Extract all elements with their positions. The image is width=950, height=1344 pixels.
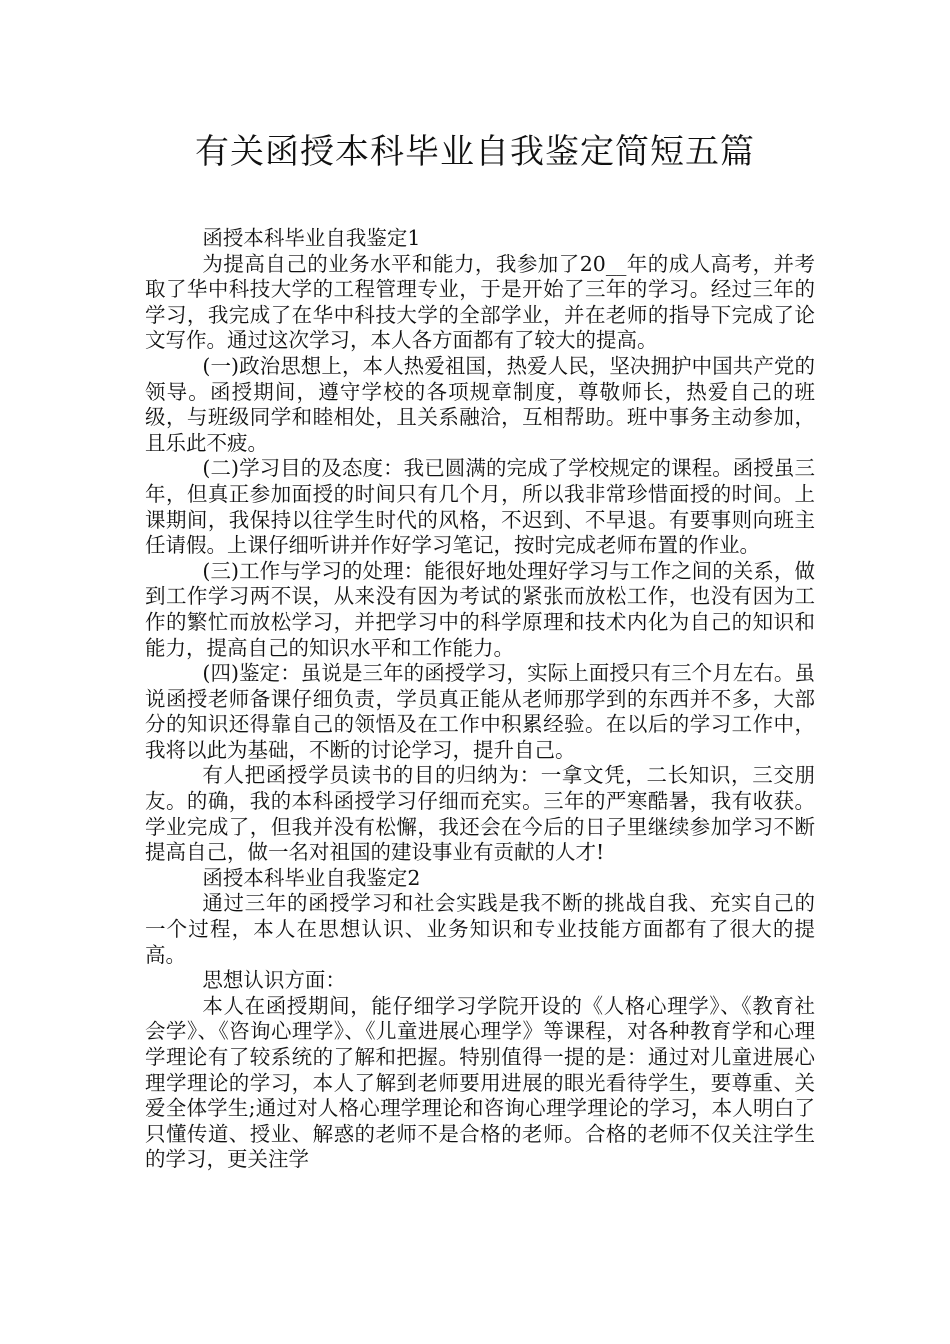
paragraph: (三)工作与学习的处理：能很好地处理好学习与工作之间的关系，做到工作学习两不误，从来没有因为考试的紧张而放松工作，也没有因为工作的繁忙而放松学习，并把学习中的科学原理和技术内化为自己的知识和能力，提高自己的知识水平和工作能力。 — [145, 558, 815, 660]
section-heading-1: 函授本科毕业自我鉴定1 — [202, 226, 421, 250]
paragraph: 有人把函授学员读书的目的归纳为：一拿文凭，二长知识，三交朋友。的确，我的本科函授学习仔细而充实。三年的严寒酷暑，我有收获。学业完成了，但我并没有松懈，我还会在今后的日子里继续参加学习不断提高自己，做一名对祖国的建设事业有贡献的人才! — [145, 763, 815, 865]
paragraph: 为提高自己的业务水平和能力，我参加了20__年的成人高考，并考取了华中科技大学的工程管理专业，于是开始了三年的学习。经过三年的学习，我完成了在华中科技大学的全部学业，并在老师的指导下完成了论文写作。通过这次学习，本人各方面都有了较大的提高。 — [145, 251, 815, 353]
paragraph: (四)鉴定：虽说是三年的函授学习，实际上面授只有三个月左右。虽说函授老师备课仔细负责，学员真正能从老师那学到的东西并不多，大部分的知识还得靠自己的领悟及在工作中积累经验。在以后的学习工作中，我将以此为基础，不断的讨论学习，提升自己。 — [145, 661, 815, 762]
document-body — [145, 226, 815, 1173]
paragraph: (二)学习目的及态度：我已圆满的完成了学校规定的课程。函授虽三年，但真正参加面授的时间只有几个月，所以我非常珍惜面授的时间。上课期间，我保持以往学生时代的风格，不迟到、不早退。有要事则向班主任请假。上课仔细听讲并作好学习笔记，按时完成老师布置的作业。 — [145, 456, 815, 558]
document-title: 有关函授本科毕业自我鉴定简短五篇 — [195, 132, 755, 172]
section-heading-2: 函授本科毕业自我鉴定2 — [202, 865, 421, 890]
subheading: 思想认识方面： — [202, 968, 346, 993]
paragraph: (一)政治思想上，本人热爱祖国，热爱人民，坚决拥护中国共产党的领导。函授期间，遵守学校的各项规章制度，尊敬师长，热爱自己的班级，与班级同学和睦相处，且关系融洽，互相帮助。班中事务主动参加，且乐此不疲。 — [145, 353, 815, 455]
paragraph: 通过三年的函授学习和社会实践是我不断的挑战自我、充实自己的一个过程，本人在思想认识、业务知识和专业技能方面都有了很大的提高。 — [145, 891, 815, 967]
paragraph: 本人在函授期间，能仔细学习学院开设的《人格心理学》、《教育社会学》、《咨询心理学》、《儿童进展心理学》等课程，对各种教育学和心理学理论有了较系统的了解和把握。特别值得一提的是：通过对儿童进展心理学理论的学习，本人了解到老师要用进展的眼光看待学生，要尊重、关爱全体学生;通过对人格心理学理论和咨询心理学理论的学习，本人明白了只懂传道、授业、解惑的老师不是合格的老师。合格的老师不仅关注学生的学习，更关注学 — [145, 993, 815, 1172]
